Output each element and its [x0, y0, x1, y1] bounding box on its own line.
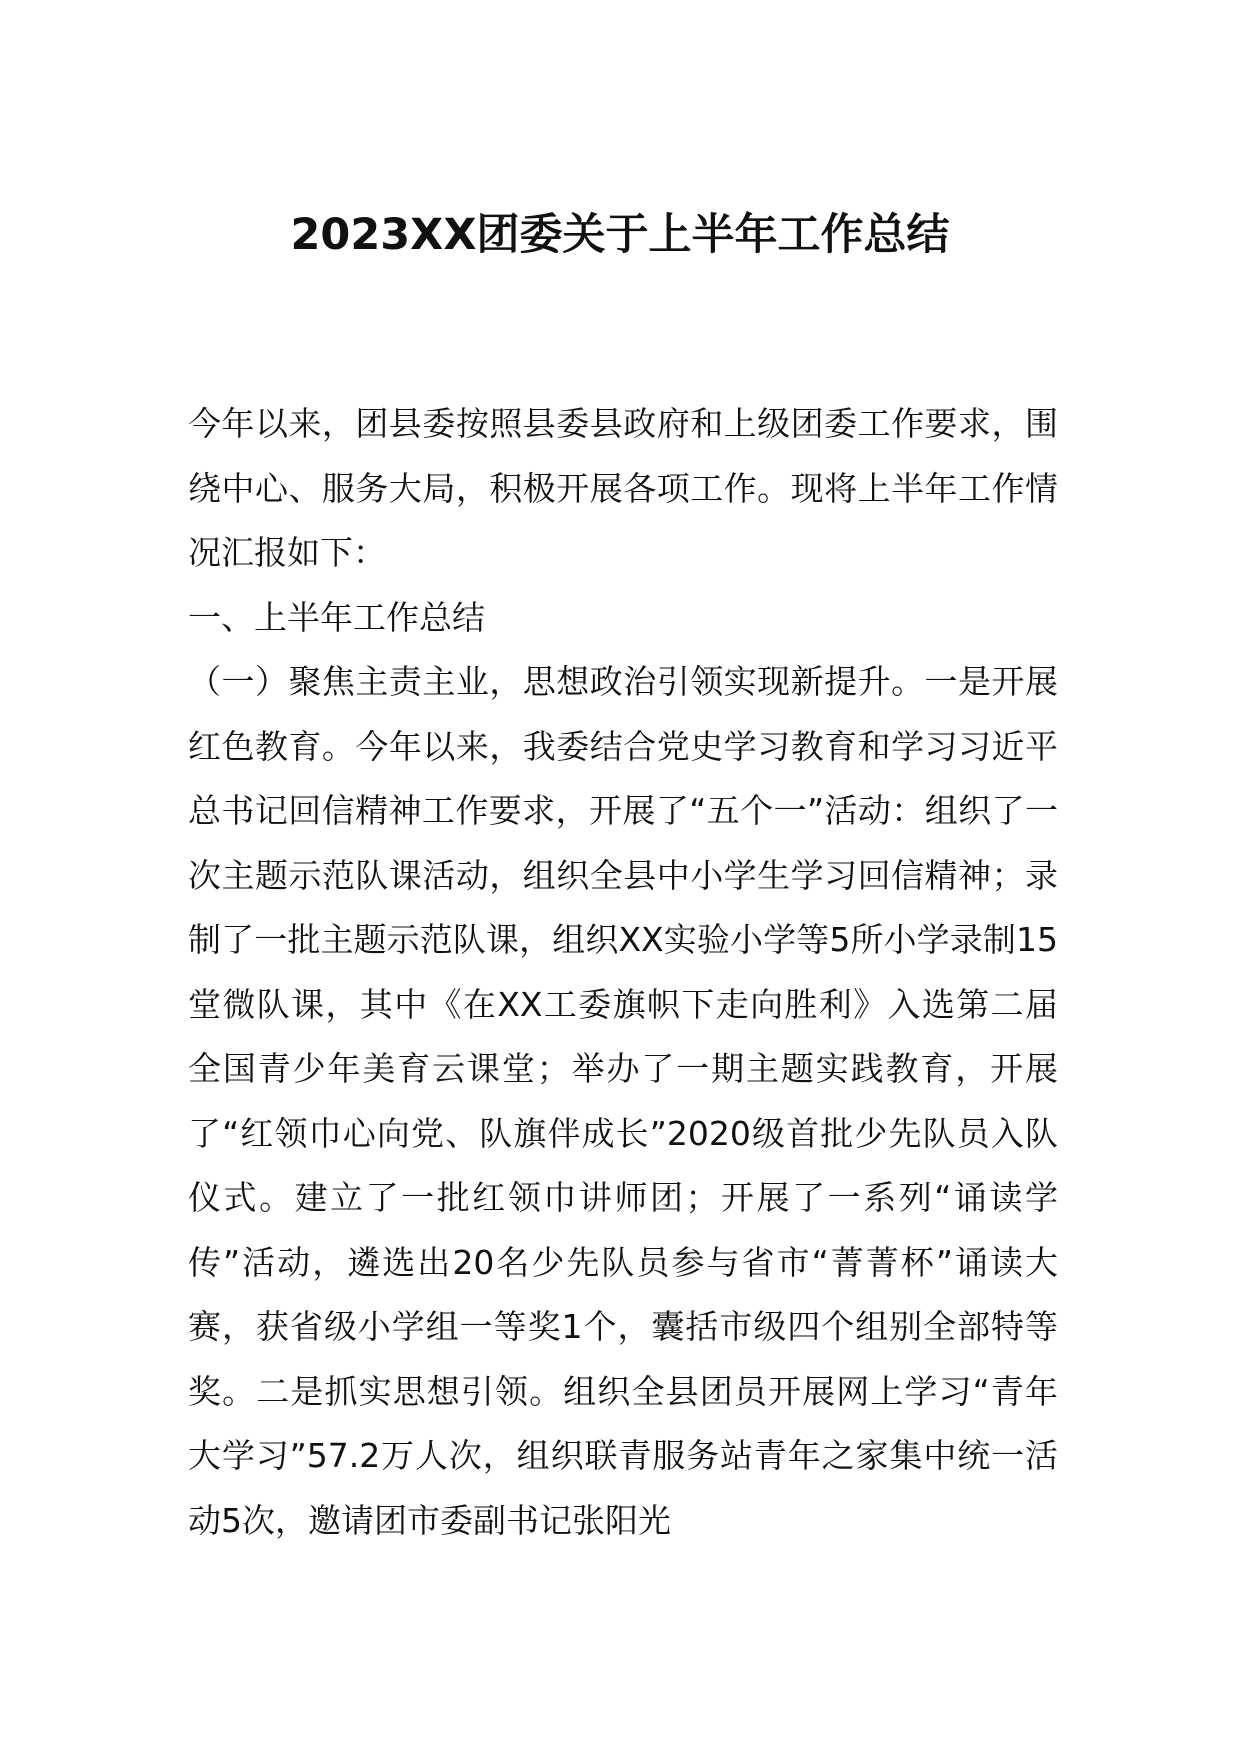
body-paragraph: （一）聚焦主责主业，思想政治引领实现新提升。一是开展红色教育。今年以来，我委结合党史学习教育和学习习近平总书记回信精神工作要求，开展了“五个一”活动：组织了一次主题示范队课活动，组织全县中小学生学习回信精神；录制了一批主题示范队课，组织XX实验小学等5所小学录制15堂微队课，其中《在XX工委旗帜下走向胜利》入选第二届全国青少年美育云课堂；举办了一期主题实践教育，开展了“红领巾心向党、队旗伴成长”2020级首批少先队员入队仪式。建立了一批红领巾讲师团；开展了一系列“诵读学传”活动，遴选出20名少先队员参与省市“菁菁杯”诵读大赛，获省级小学组一等奖1个，囊括市级四个组别全部特等奖。二是抓实思想引领。组织全县团员开展网上学习“青年大学习”57.2万人次，组织联青服务站青年之家集中统一活动5次，邀请团市委副书记张阳光	[188, 662, 1058, 1540]
intro-paragraph: 今年以来，团县委按照县委县政府和上级团委工作要求，围绕中心、服务大局，积极开展各项工作。现将上半年工作情况汇报如下：	[188, 404, 1058, 572]
section-heading: 一、上半年工作总结	[188, 597, 485, 637]
document-body	[188, 392, 1058, 1553]
document-title: 2023XX团委关于上半年工作总结	[290, 210, 950, 260]
